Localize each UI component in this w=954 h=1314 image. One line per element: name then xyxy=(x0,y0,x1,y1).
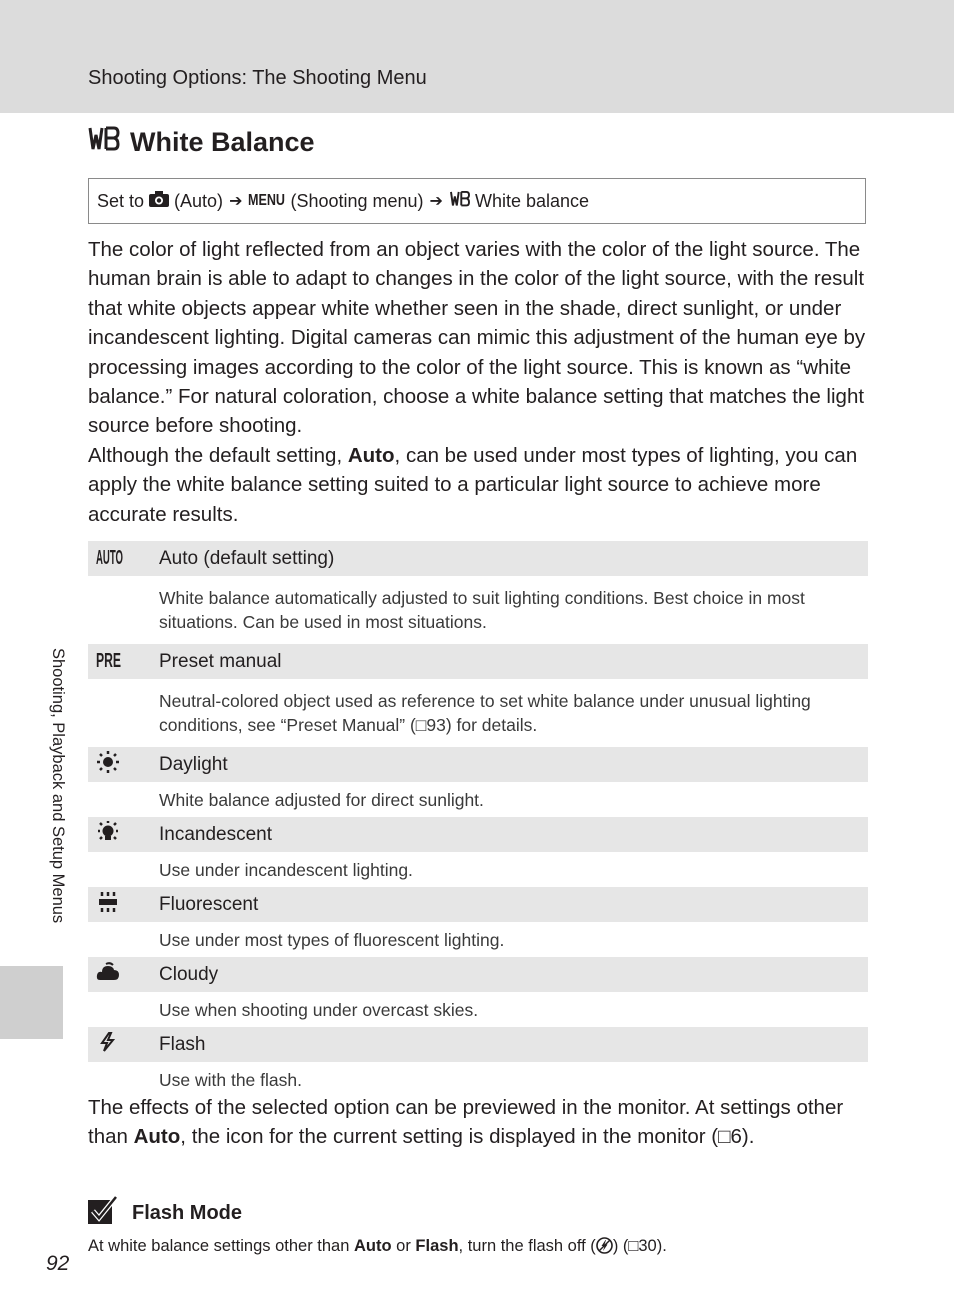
cloudy-icon xyxy=(96,961,120,989)
setting-description: Use under incandescent lighting. xyxy=(159,859,413,880)
setting-name: Incandescent xyxy=(159,823,273,845)
setting-description: Use under most types of fluorescent lighting. xyxy=(159,929,505,950)
svg-text:AUTO: AUTO xyxy=(96,546,123,569)
settings-table xyxy=(88,541,868,1097)
flash-icon xyxy=(96,1031,120,1059)
page-number: 92 xyxy=(46,1252,70,1275)
setting-name: Preset manual xyxy=(159,650,282,672)
intro-paragraph-1: The color of light reflected from an object varies with the color of the light source. The human brain is able to adapt to changes in the color of the light source, with the result that white objects appear white whether seen in the shade, direct sunlight, or under incandescent lighting. Digital cameras can mimic this adjustment of the human eye by processing images according to the color of the light source. This is known as “white balance.” For natural coloration, choose a white balance setting that matches the light source before shooting. xyxy=(88,238,866,438)
page-title xyxy=(88,122,315,162)
arrow-icon: ➔ xyxy=(429,193,443,210)
fluorescent-icon xyxy=(96,891,120,919)
menu-icon xyxy=(248,190,286,213)
setting-row xyxy=(88,887,868,922)
note-title: Flash Mode xyxy=(132,1201,243,1224)
setting-name: Daylight xyxy=(159,753,228,775)
setting-name: Fluorescent xyxy=(159,893,259,915)
setting-row xyxy=(88,747,868,782)
note-text: At white balance settings other than Auto or Flash, turn the flash off ( ) (□30). xyxy=(88,1237,667,1259)
setting-description: White balance adjusted for direct sunlight. xyxy=(159,789,484,810)
incandescent-icon xyxy=(96,821,120,849)
arrow-icon: ➔ xyxy=(229,193,243,210)
daylight-icon xyxy=(96,751,120,779)
header-band xyxy=(0,0,954,113)
note-heading xyxy=(88,1196,242,1230)
white-balance-label: White balance xyxy=(474,190,590,211)
flash-off-icon xyxy=(596,1237,613,1259)
setting-row xyxy=(88,1027,868,1062)
setting-name: Flash xyxy=(159,1033,206,1055)
auto-label: (Auto) xyxy=(174,190,224,211)
setting-row xyxy=(88,817,868,852)
wb-icon xyxy=(449,190,471,213)
setting-name: Auto (default setting) xyxy=(159,547,335,569)
setting-row xyxy=(88,644,868,679)
svg-text:PRE: PRE xyxy=(96,649,121,672)
setting-row xyxy=(88,541,868,576)
intro-text xyxy=(88,235,870,529)
setting-row xyxy=(88,957,868,992)
intro-paragraph-2: Although the default setting, Auto, can be used under most types of lighting, you can apply the white balance setting suited to a particular light source to achieve more accurate results. xyxy=(88,443,858,526)
outro-text xyxy=(88,1093,878,1152)
outro-paragraph: The effects of the selected option can be previewed in the monitor. At settings other than Auto, the icon for the current setting is displayed in the monitor (□6). xyxy=(88,1096,844,1149)
auto-icon xyxy=(96,545,124,573)
checkmark-icon xyxy=(88,1196,118,1230)
page-title-text: White Balance xyxy=(130,126,315,157)
menu-path-box xyxy=(88,178,866,224)
setting-description: White balance automatically adjusted to suit lighting conditions. Best choice in most situations. Can be used in most situations. xyxy=(159,588,805,632)
side-tab-label: Shooting, Playback and Setup Menus xyxy=(49,648,67,924)
setting-description: Neutral-colored object used as reference to set white balance under unusual lighting conditions, see “Preset Manual” (□93) for details. xyxy=(159,691,811,735)
setting-description: Use when shooting under overcast skies. xyxy=(159,999,479,1020)
set-to-label: Set to xyxy=(97,190,145,211)
setting-name: Cloudy xyxy=(159,963,219,985)
preset-icon xyxy=(96,648,124,676)
camera-icon xyxy=(148,190,170,213)
svg-text:MENU: MENU xyxy=(248,191,286,209)
wb-icon xyxy=(88,125,120,160)
shooting-menu-label: (Shooting menu) xyxy=(290,190,424,211)
setting-description: Use with the flash. xyxy=(159,1069,302,1090)
section-header: Shooting Options: The Shooting Menu xyxy=(88,67,427,89)
side-tab-marker xyxy=(0,966,63,1039)
